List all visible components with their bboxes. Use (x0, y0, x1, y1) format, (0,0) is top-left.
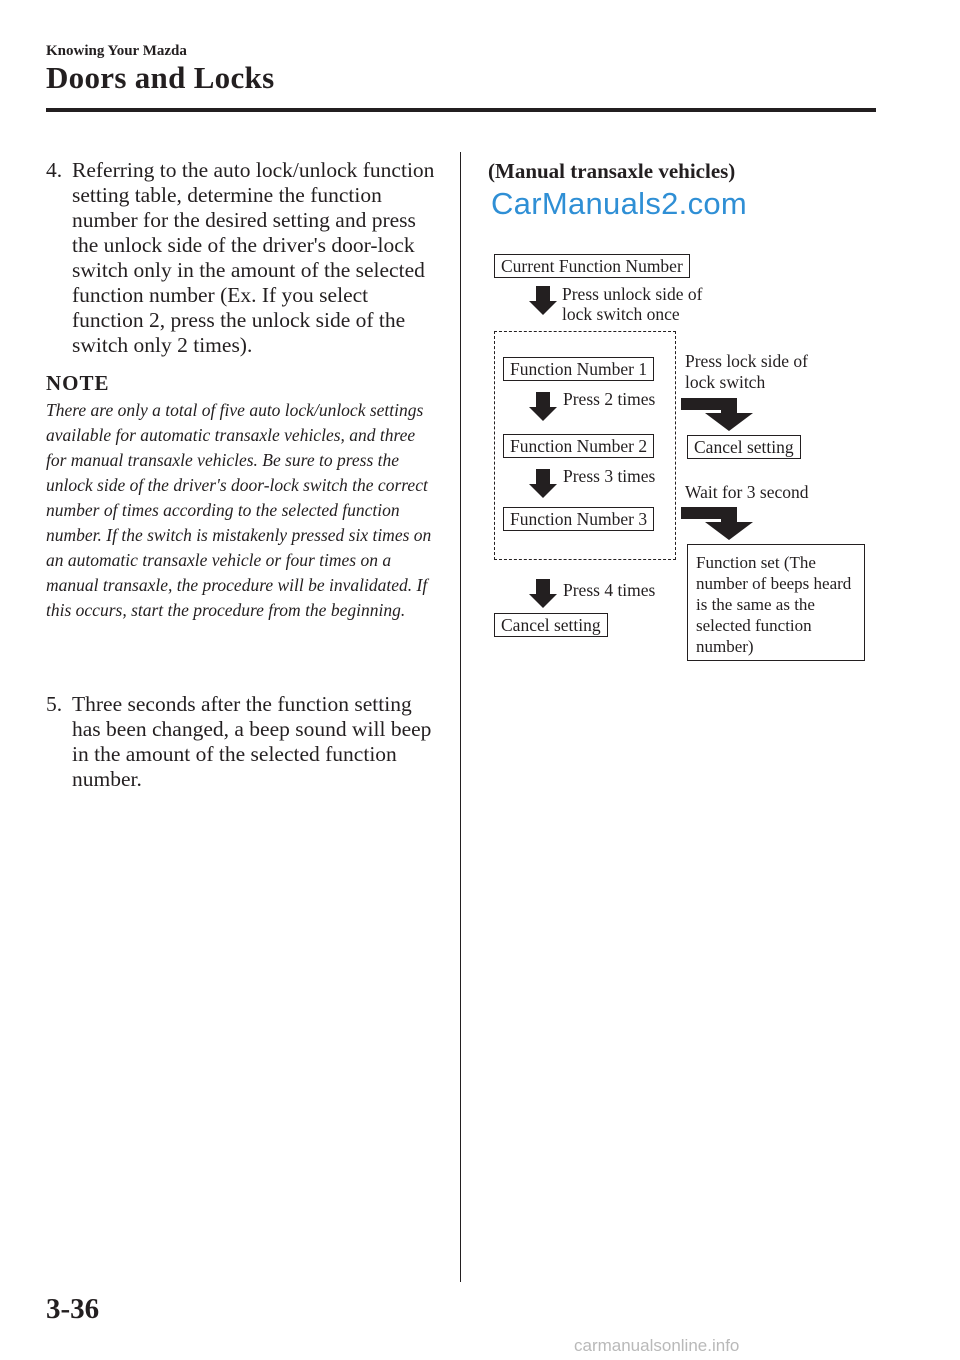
step-5-number: 5. (46, 692, 63, 716)
cancel-setting-bottom-box: Cancel setting (494, 613, 608, 637)
down-arrow-icon (528, 286, 558, 316)
press-3-times-label: Press 3 times (563, 466, 656, 486)
press-2-times-label: Press 2 times (563, 389, 656, 409)
step-4 (46, 158, 436, 358)
bent-arrow-icon (681, 398, 761, 432)
page-title: Doors and Locks (46, 60, 275, 95)
down-arrow-icon (528, 392, 558, 422)
press-4-times-label: Press 4 times (563, 580, 656, 600)
press-lock-label-line1: Press lock side of (685, 351, 808, 371)
press-unlock-label-line1: Press unlock side of (562, 284, 703, 304)
note-heading: NOTE (46, 371, 110, 395)
title-rule (46, 108, 876, 112)
watermark-logo: CarManuals2.com (491, 186, 748, 221)
step-4-text: Referring to the auto lock/unlock function setting table, determine the function number for the desired setting and press the unlock side of the driver's door-lock switch only in the amount of the selected function number (Ex. If you select function 2, press the unlock side of the switch only 2 times). (72, 158, 435, 357)
column-divider (460, 152, 461, 1282)
step-5 (46, 692, 436, 792)
wait-3-second-label: Wait for 3 second (685, 482, 809, 502)
page-number: 3-36 (46, 1293, 100, 1325)
function-set-box: Function set (The number of beeps heard is the same as the selected function number) (687, 544, 865, 661)
down-arrow-icon (528, 469, 558, 499)
function-number-3-box: Function Number 3 (503, 507, 654, 531)
note-text: There are only a total of five auto lock/unlock settings available for automatic transaxle vehicles, and three for manual transaxle vehicles. Be sure to press the unlock side of the driver's door-lock switch the correct number of times according to the selected function number. If the switch is mistakenly pressed six times on an automatic transaxle vehicle or four times on a manual transaxle, the procedure will be invalidated. If this occurs, start the procedure from the beginning. (46, 400, 432, 620)
step-4-number: 4. (46, 158, 63, 182)
function-number-1-box: Function Number 1 (503, 357, 654, 381)
diagram-title: (Manual transaxle vehicles) (488, 159, 736, 183)
footer-watermark: carmanualsonline.info (574, 1336, 740, 1355)
step-5-text: Three seconds after the function setting has been changed, a beep sound will beep in the amount of the selected function number. (72, 692, 432, 791)
bent-arrow-icon (681, 507, 761, 541)
function-number-2-box: Function Number 2 (503, 434, 654, 458)
press-unlock-label-line2: lock switch once (562, 304, 680, 324)
down-arrow-icon (528, 579, 558, 609)
cancel-setting-right-box: Cancel setting (687, 435, 801, 459)
press-lock-label-line2: lock switch (685, 372, 766, 392)
current-function-box: Current Function Number (494, 254, 690, 278)
section-label: Knowing Your Mazda (46, 43, 187, 59)
